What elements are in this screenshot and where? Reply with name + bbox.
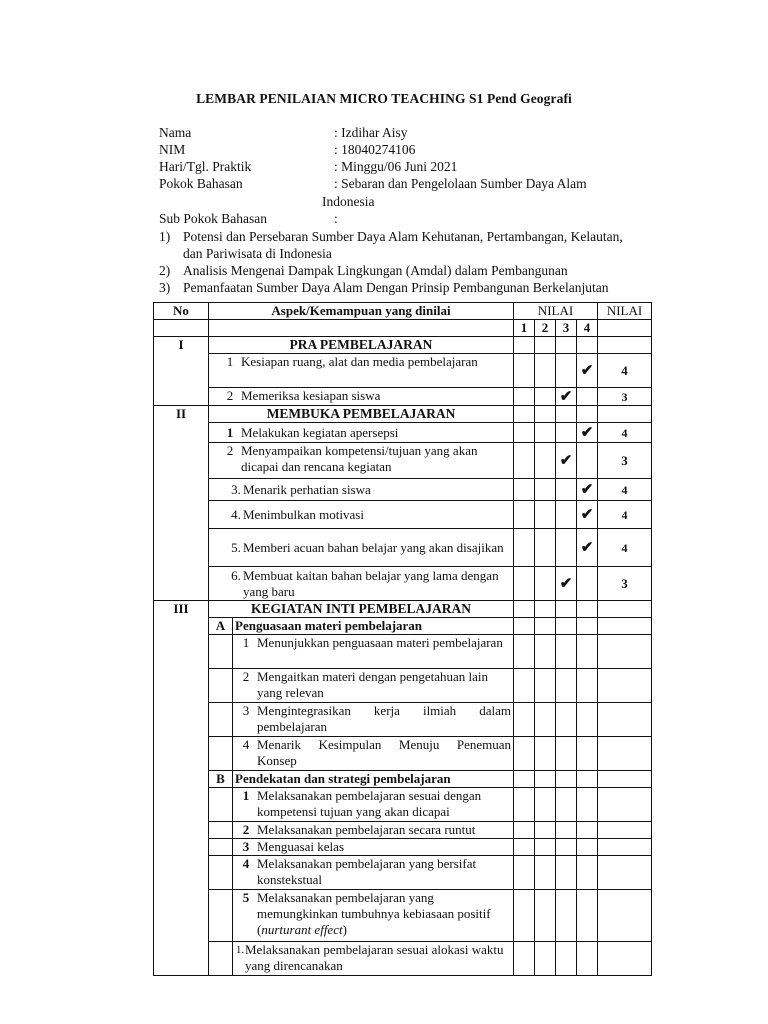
table-header-row bbox=[154, 303, 652, 320]
item-cell bbox=[233, 839, 514, 856]
item-cell bbox=[233, 788, 514, 822]
item-num: 1 bbox=[226, 354, 234, 369]
item-cell bbox=[209, 501, 514, 529]
item-num: 3. bbox=[231, 481, 241, 497]
group-title: Penguasaan materi pembelajaran bbox=[233, 618, 514, 635]
item-num: 1. bbox=[235, 944, 245, 956]
info-value: : Izdihar Aisy bbox=[334, 125, 408, 140]
info-nama bbox=[159, 124, 408, 141]
sub-pokok-colon: : bbox=[334, 211, 338, 226]
table-row bbox=[154, 479, 652, 501]
info-value: : 18040274106 bbox=[334, 142, 416, 157]
item-text: Melaksanakan pembelajaran sesuai alokasi waktu yang direncanakan bbox=[245, 942, 504, 973]
table-row bbox=[154, 529, 652, 567]
section-title: KEGIATAN INTI PEMBELAJARAN bbox=[209, 601, 514, 618]
table-row bbox=[154, 443, 652, 479]
item-cell bbox=[209, 354, 514, 388]
item-num: 6. bbox=[231, 567, 241, 583]
info-pokok-bahasan-cont: Indonesia bbox=[322, 194, 375, 209]
section-roman: I bbox=[154, 337, 209, 406]
empty-cell bbox=[154, 320, 209, 337]
item-cell bbox=[209, 567, 514, 601]
info-label: Hari/Tgl. Praktik bbox=[159, 159, 252, 174]
info-label: NIM bbox=[159, 142, 186, 157]
item-cell bbox=[209, 479, 514, 501]
item-text: Kesiapan ruang, alat dan media pembelajaran bbox=[241, 354, 478, 369]
table-row bbox=[154, 822, 652, 839]
item-text: Menarik perhatian siswa bbox=[243, 481, 371, 497]
item-score: 4 bbox=[598, 501, 652, 529]
item-cell bbox=[209, 423, 514, 443]
table-row bbox=[154, 942, 652, 976]
check-mark: ✔ bbox=[577, 423, 598, 443]
item-cell bbox=[233, 635, 514, 669]
check-mark: ✔ bbox=[577, 501, 598, 529]
group-title: Pendekatan dan strategi pembelajaran bbox=[233, 771, 514, 788]
sub-item-text: Potensi dan Persebaran Sumber Daya Alam Kehutanan, Pertambangan, Kelautan, bbox=[183, 229, 623, 244]
header-nilai: NILAI bbox=[514, 303, 598, 320]
assessment-table bbox=[153, 302, 652, 976]
header-no: No bbox=[154, 303, 209, 320]
check-mark: ✔ bbox=[577, 354, 598, 388]
sub-item-text: Pemanfaatan Sumber Daya Alam Dengan Prinsip Pembangunan Berkelanjutan bbox=[183, 280, 609, 295]
item-num: 2 bbox=[242, 669, 250, 684]
info-label: Nama bbox=[159, 125, 192, 140]
check-mark: ✔ bbox=[556, 567, 577, 601]
table-row bbox=[154, 388, 652, 406]
info-tanggal bbox=[159, 158, 457, 175]
item-text: Melaksanakan pembelajaran sesuai dengan kompetensi tujuan yang akan dicapai bbox=[257, 788, 482, 819]
info-label: Pokok Bahasan bbox=[159, 176, 243, 191]
item-text: Menguasai kelas bbox=[257, 839, 345, 854]
item-score: 4 bbox=[598, 479, 652, 501]
section-roman: III bbox=[154, 601, 209, 976]
item-num: 1 bbox=[242, 788, 250, 803]
item-num: 4 bbox=[242, 737, 250, 752]
item-cell bbox=[233, 942, 514, 976]
item-text: Membuat kaitan bahan belajar yang lama dengan yang baru bbox=[243, 567, 499, 599]
item-num: 1 bbox=[242, 635, 250, 650]
item-text: Melaksanakan pembelajaran secara runtut bbox=[257, 822, 476, 837]
info-pokok-bahasan bbox=[159, 175, 587, 192]
check-mark: ✔ bbox=[577, 529, 598, 567]
item-text: Menarik Kesimpulan Menuju Penemuan Konsep bbox=[257, 737, 511, 768]
section-row bbox=[154, 601, 652, 618]
page-title: LEMBAR PENILAIAN MICRO TEACHING S1 Pend Geografi bbox=[196, 91, 572, 106]
item-text: Memberi acuan bahan belajar yang akan disajikan bbox=[243, 539, 504, 555]
sub-item-num: 3) bbox=[159, 280, 171, 295]
item-cell bbox=[209, 443, 514, 479]
scale-2: 2 bbox=[535, 320, 556, 337]
table-row bbox=[154, 354, 652, 388]
sub-item-3 bbox=[159, 279, 659, 296]
table-row bbox=[154, 501, 652, 529]
item-cell bbox=[233, 856, 514, 890]
header-nilai-2: NILAI bbox=[598, 303, 652, 320]
item-text: Melakukan kegiatan apersepsi bbox=[241, 424, 399, 440]
group-row bbox=[154, 618, 652, 635]
item-cell bbox=[233, 737, 514, 771]
item-cell bbox=[209, 388, 514, 406]
section-row bbox=[154, 406, 652, 423]
item-text: Menyampaikan kompetensi/tujuan yang akan dicapai dan rencana kegiatan bbox=[241, 443, 478, 474]
item-text: Memeriksa kesiapan siswa bbox=[241, 388, 381, 403]
section-roman: II bbox=[154, 406, 209, 601]
check-mark: ✔ bbox=[577, 479, 598, 501]
item-score: 3 bbox=[598, 567, 652, 601]
group-letter: B bbox=[209, 771, 233, 788]
item-num: 5. bbox=[231, 539, 241, 555]
group-letter: A bbox=[209, 618, 233, 635]
item-cell bbox=[233, 703, 514, 737]
item-cell: 5 Melaksanakan pembelajaran yang memungkinkan tumbuhnya kebiasaan positif (nurturant effect) bbox=[233, 890, 514, 942]
item-score: 3 bbox=[598, 443, 652, 479]
group-row bbox=[154, 771, 652, 788]
info-value: : Minggu/06 Juni 2021 bbox=[334, 159, 458, 174]
check-mark: ✔ bbox=[556, 443, 577, 479]
table-row bbox=[154, 669, 652, 703]
sub-pokok-label: Sub Pokok Bahasan bbox=[159, 211, 267, 226]
table-row bbox=[154, 839, 652, 856]
item-score: 4 bbox=[598, 423, 652, 443]
item-num: 5 bbox=[242, 890, 250, 905]
item-cell bbox=[233, 669, 514, 703]
table-row bbox=[154, 737, 652, 771]
sub-pokok-label-row bbox=[159, 210, 338, 227]
sub-item-2 bbox=[159, 262, 659, 279]
item-num: 4. bbox=[231, 506, 241, 522]
item-num: 2 bbox=[242, 822, 250, 837]
sub-item-num: 2) bbox=[159, 263, 171, 278]
sub-item-text: Analisis Mengenai Dampak Lingkungan (Amdal) dalam Pembangunan bbox=[183, 263, 568, 278]
item-text: Melaksanakan pembelajaran yang memungkinkan tumbuhnya kebiasaan positif bbox=[257, 890, 491, 921]
item-text: Mengintegrasikan kerja ilmiah dalam pembelajaran bbox=[257, 703, 511, 734]
table-row bbox=[154, 567, 652, 601]
table-row bbox=[154, 788, 652, 822]
item-num: 2 bbox=[226, 443, 234, 458]
item-score: 4 bbox=[598, 529, 652, 567]
item-score: 4 bbox=[598, 354, 652, 388]
item-num: 4 bbox=[242, 856, 250, 871]
item-num: 3 bbox=[242, 839, 250, 854]
table-row bbox=[154, 423, 652, 443]
item-num: 3 bbox=[242, 703, 250, 718]
item-cell bbox=[209, 529, 514, 567]
item-score: 3 bbox=[598, 388, 652, 406]
empty-cell bbox=[598, 320, 652, 337]
empty-cell bbox=[209, 320, 514, 337]
table-row bbox=[154, 703, 652, 737]
sub-item-num: 1) bbox=[159, 229, 171, 244]
table-row bbox=[154, 635, 652, 669]
item-text: Menimbulkan motivasi bbox=[243, 506, 364, 522]
scale-3: 3 bbox=[556, 320, 577, 337]
sub-item-1 bbox=[159, 228, 659, 245]
info-value: : Sebaran dan Pengelolaan Sumber Daya Alam bbox=[334, 176, 587, 191]
scale-1: 1 bbox=[514, 320, 535, 337]
section-title: PRA PEMBELAJARAN bbox=[209, 337, 514, 354]
section-row bbox=[154, 337, 652, 354]
scale-4: 4 bbox=[577, 320, 598, 337]
sub-item-1-cont: dan Pariwisata di Indonesia bbox=[183, 246, 332, 261]
item-text: Melaksanakan pembelajaran yang bersifat konstekstual bbox=[257, 856, 477, 887]
header-aspek: Aspek/Kemampuan yang dinilai bbox=[209, 303, 514, 320]
item-text-italic: nurturant effect bbox=[261, 922, 343, 937]
item-num: 2 bbox=[226, 388, 234, 403]
table-row bbox=[154, 890, 652, 942]
item-cell bbox=[233, 822, 514, 839]
item-text: Mengaitkan materi dengan pengetahuan lain yang relevan bbox=[257, 669, 489, 700]
table-row bbox=[154, 856, 652, 890]
info-nim bbox=[159, 141, 415, 158]
section-title: MEMBUKA PEMBELAJARAN bbox=[209, 406, 514, 423]
check-mark: ✔ bbox=[556, 388, 577, 406]
table-scale-row bbox=[154, 320, 652, 337]
item-text: Menunjukkan penguasaan materi pembelajaran bbox=[257, 635, 503, 650]
item-num: 1 bbox=[226, 424, 234, 440]
